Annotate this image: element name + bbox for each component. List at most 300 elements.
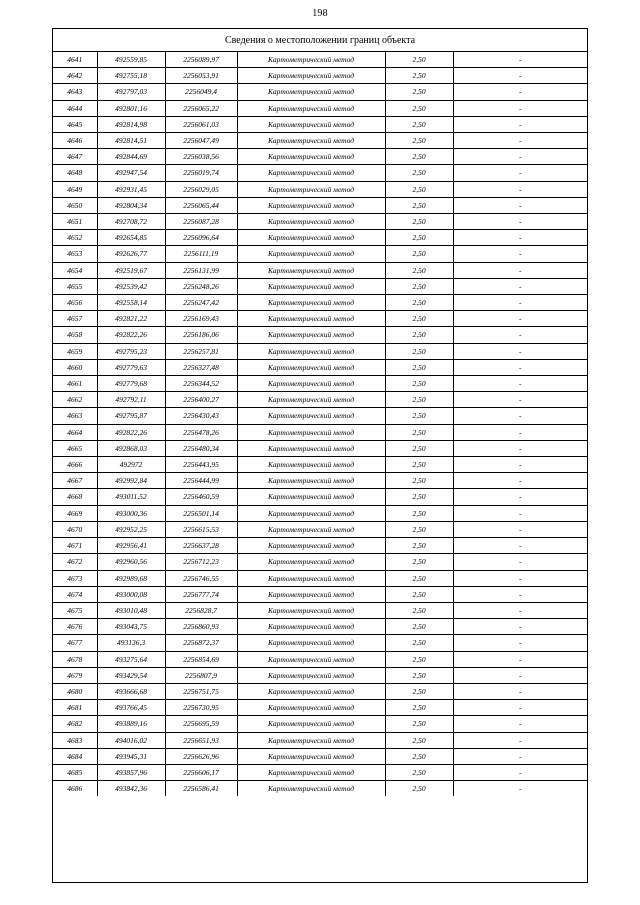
cell-n: 4658 [53, 327, 97, 343]
table-row [53, 538, 587, 554]
cell-desc: - [453, 392, 587, 408]
cell-n: 4656 [53, 295, 97, 311]
cell-desc: - [519, 784, 522, 794]
cell-y: 2256038,56 [165, 149, 237, 165]
table-row [53, 619, 587, 635]
cell-desc: - [453, 635, 587, 651]
coordinates-table-body [53, 52, 587, 796]
cell-method: Картометрический метод [237, 392, 385, 408]
table-row [53, 52, 587, 68]
coordinates-table [53, 52, 587, 796]
cell-desc: - [453, 68, 587, 84]
table-row [53, 457, 587, 473]
table-row [53, 262, 587, 278]
cell-x: 492822,26 [97, 424, 165, 440]
cell-y: 2256828,7 [165, 602, 237, 618]
cell-acc: 2,50 [385, 214, 453, 230]
table-row [53, 489, 587, 505]
table-row [53, 505, 587, 521]
cell-n: 4647 [53, 149, 97, 165]
table-title-row [53, 29, 587, 52]
table-row [53, 295, 587, 311]
cell-method: Картометрический метод [237, 230, 385, 246]
cell-x: 493136,3 [97, 635, 165, 651]
cell-x: 493666,68 [97, 683, 165, 699]
cell-acc: 2,50 [385, 716, 453, 732]
cell-desc: - [453, 732, 587, 748]
cell-n: 4682 [53, 716, 97, 732]
cell-y: 2256327,48 [165, 359, 237, 375]
cell-method: Картометрический метод [237, 311, 385, 327]
cell-desc: - [453, 100, 587, 116]
cell-method: Картометрический метод [237, 505, 385, 521]
cell-desc: - [453, 165, 587, 181]
cell-x: 492795,23 [97, 343, 165, 359]
cell-desc: - [453, 521, 587, 537]
cell-acc: 2,50 [385, 392, 453, 408]
cell-x: 492626,77 [97, 246, 165, 262]
cell-y: 2256854,69 [165, 651, 237, 667]
cell-desc: - [453, 651, 587, 667]
cell-n: 4662 [53, 392, 97, 408]
cell-acc: 2,50 [385, 359, 453, 375]
cell-desc: - [453, 440, 587, 456]
table-row [53, 116, 587, 132]
cell-y: 2256460,59 [165, 489, 237, 505]
table-row [53, 376, 587, 392]
cell-acc: 2,50 [385, 505, 453, 521]
cell-n: 4648 [53, 165, 97, 181]
cell-method: Картометрический метод [237, 683, 385, 699]
cell-n: 4667 [53, 473, 97, 489]
cell-n: 4661 [53, 376, 97, 392]
cell-n: 4659 [53, 343, 97, 359]
cell-y: 2256344,52 [165, 376, 237, 392]
cell-n: 4674 [53, 586, 97, 602]
cell-n: 4649 [53, 181, 97, 197]
cell-y: 2256746,55 [165, 570, 237, 586]
table-row [53, 586, 587, 602]
table-row [53, 716, 587, 732]
cell-n: 4672 [53, 554, 97, 570]
table-row [53, 246, 587, 262]
cell-x: 492822,26 [97, 327, 165, 343]
cell-desc: - [453, 424, 587, 440]
cell-method: Картометрический метод [237, 133, 385, 149]
cell-method: Картометрический метод [237, 246, 385, 262]
cell-method: Картометрический метод [237, 440, 385, 456]
cell-desc: - [453, 683, 587, 699]
cell-x: 492960,56 [97, 554, 165, 570]
cell-y: 2256651,93 [165, 732, 237, 748]
cell-x: 493011,52 [97, 489, 165, 505]
cell-y: 2256430,43 [165, 408, 237, 424]
cell-y: 2256186,06 [165, 327, 237, 343]
cell-acc: 2,50 [385, 667, 453, 683]
cell-method: Картометрический метод [237, 586, 385, 602]
cell-n: 4670 [53, 521, 97, 537]
cell-y: 2256089,97 [165, 52, 237, 68]
cell-y: 2256480,34 [165, 440, 237, 456]
cell-method: Картометрический метод [237, 327, 385, 343]
cell-desc: - [453, 554, 587, 570]
cell-acc: 2,50 [385, 732, 453, 748]
cell-x: 492519,67 [97, 262, 165, 278]
cell-acc: 2,50 [385, 554, 453, 570]
table-row [53, 100, 587, 116]
cell-n: 4675 [53, 602, 97, 618]
cell-x: 493429,54 [97, 667, 165, 683]
cell-acc: 2,50 [385, 116, 453, 132]
cell-method: Картометрический метод [237, 781, 385, 797]
cell-desc: - [453, 262, 587, 278]
cell-desc: - [453, 327, 587, 343]
cell-y: 2256637,28 [165, 538, 237, 554]
cell-method: Картометрический метод [237, 700, 385, 716]
cell-x: 492931,45 [97, 181, 165, 197]
cell-method: Картометрический метод [237, 748, 385, 764]
cell-x: 493945,31 [97, 748, 165, 764]
cell-n: 4673 [53, 570, 97, 586]
cell-x: 493275,64 [97, 651, 165, 667]
cell-y: 2256501,14 [165, 505, 237, 521]
cell-x: 492992,84 [97, 473, 165, 489]
cell-acc: 2,50 [385, 327, 453, 343]
cell-desc: - [453, 602, 587, 618]
cell-y: 2256047,49 [165, 133, 237, 149]
table-row [53, 732, 587, 748]
cell-method: Картометрический метод [237, 214, 385, 230]
cell-x: 493043,75 [97, 619, 165, 635]
cell-desc: - [453, 457, 587, 473]
cell-x: 492972 [97, 457, 165, 473]
cell-x: 492801,16 [97, 100, 165, 116]
cell-method: Картометрический метод [237, 424, 385, 440]
table-row [53, 133, 587, 149]
cell-desc: - [453, 359, 587, 375]
cell-acc: 2,50 [385, 700, 453, 716]
cell-x: 492821,22 [97, 311, 165, 327]
cell-x: 492952,25 [97, 521, 165, 537]
cell-acc: 2,50 [385, 376, 453, 392]
cell-acc: 2,50 [385, 343, 453, 359]
cell-acc: 2,50 [385, 424, 453, 440]
cell-x: 493889,16 [97, 716, 165, 732]
cell-desc: - [453, 748, 587, 764]
cell-y: 2256111,19 [165, 246, 237, 262]
cell-x: 492814,98 [97, 116, 165, 132]
cell-y: 2256257,81 [165, 343, 237, 359]
table-row [53, 197, 587, 213]
cell-method: Картометрический метод [237, 100, 385, 116]
cell-y: 2256777,74 [165, 586, 237, 602]
table-row [53, 424, 587, 440]
cell-n: 4679 [53, 667, 97, 683]
cell-desc: - [453, 473, 587, 489]
table-row [53, 570, 587, 586]
table-row [53, 343, 587, 359]
table-row [53, 440, 587, 456]
cell-x: 493857,96 [97, 764, 165, 780]
cell-acc: 2,50 [385, 440, 453, 456]
cell-n: 4663 [53, 408, 97, 424]
cell-n: 4644 [53, 100, 97, 116]
table-row [53, 748, 587, 764]
table-row [53, 700, 587, 716]
cell-desc: - [453, 181, 587, 197]
cell-acc: 2,50 [385, 181, 453, 197]
cell-y: 2256049,4 [165, 84, 237, 100]
table-row [53, 230, 587, 246]
cell-x: 492708,72 [97, 214, 165, 230]
cell-acc: 2,50 [385, 781, 453, 797]
table-row [53, 554, 587, 570]
cell-method: Картометрический метод [237, 52, 385, 68]
cell-method: Картометрический метод [237, 376, 385, 392]
document-frame [52, 28, 588, 883]
cell-y: 2256400,27 [165, 392, 237, 408]
cell-y: 2256860,93 [165, 619, 237, 635]
cell-x: 492868,03 [97, 440, 165, 456]
cell-x: 492654,85 [97, 230, 165, 246]
cell-desc: - [453, 505, 587, 521]
table-row [53, 781, 587, 797]
cell-method: Картометрический метод [237, 602, 385, 618]
cell-n: 4653 [53, 246, 97, 262]
table-row [53, 667, 587, 683]
cell-y: 2256712,23 [165, 554, 237, 570]
table-row [53, 149, 587, 165]
table-row [53, 602, 587, 618]
cell-desc: - [453, 278, 587, 294]
cell-desc: - [453, 214, 587, 230]
cell-y: 2256478,26 [165, 424, 237, 440]
cell-x: 493766,45 [97, 700, 165, 716]
cell-method: Картометрический метод [237, 635, 385, 651]
cell-desc: - [453, 700, 587, 716]
cell-desc: - [453, 197, 587, 213]
table-row [53, 311, 587, 327]
cell-acc: 2,50 [385, 473, 453, 489]
cell-y: 2256061,03 [165, 116, 237, 132]
cell-acc: 2,50 [385, 602, 453, 618]
table-row [53, 651, 587, 667]
cell-n: 4680 [53, 683, 97, 699]
table-title: Сведения о местоположении границ объекта [224, 34, 416, 46]
cell-method: Картометрический метод [237, 278, 385, 294]
cell-n: 4642 [53, 68, 97, 84]
cell-method: Картометрический метод [237, 554, 385, 570]
table-row [53, 84, 587, 100]
cell-x: 492947,54 [97, 165, 165, 181]
cell-x: 492956,41 [97, 538, 165, 554]
cell-x: 492804,34 [97, 197, 165, 213]
cell-method: Картометрический метод [237, 262, 385, 278]
cell-acc: 2,50 [385, 84, 453, 100]
cell-y: 2256730,95 [165, 700, 237, 716]
cell-method: Картометрический метод [237, 295, 385, 311]
cell-n: 4660 [53, 359, 97, 375]
cell-x: 492814,51 [97, 133, 165, 149]
cell-n: 4683 [53, 732, 97, 748]
cell-method: Картометрический метод [237, 343, 385, 359]
cell-method: Картометрический метод [237, 538, 385, 554]
cell-x: 494016,02 [97, 732, 165, 748]
cell-method: Картометрический метод [237, 570, 385, 586]
cell-x: 492779,63 [97, 359, 165, 375]
cell-method: Картометрический метод [237, 116, 385, 132]
cell-desc: - [453, 116, 587, 132]
cell-desc: - [453, 84, 587, 100]
cell-method: Картометрический метод [237, 84, 385, 100]
cell-y: 2256872,37 [165, 635, 237, 651]
table-row [53, 327, 587, 343]
cell-y: 2256053,91 [165, 68, 237, 84]
cell-x: 493010,48 [97, 602, 165, 618]
cell-acc: 2,50 [385, 295, 453, 311]
cell-method: Картометрический метод [237, 149, 385, 165]
cell-acc: 2,50 [385, 100, 453, 116]
cell-y: 2256029,05 [165, 181, 237, 197]
cell-y: 2256586,41 [165, 781, 237, 797]
cell-y: 2256247,42 [165, 295, 237, 311]
cell-n: 4685 [53, 764, 97, 780]
cell-n: 4686 [53, 781, 97, 797]
cell-method: Картометрический метод [237, 197, 385, 213]
cell-desc: - [453, 376, 587, 392]
cell-y: 2256606,17 [165, 764, 237, 780]
table-row [53, 392, 587, 408]
cell-desc: - [453, 246, 587, 262]
cell-y: 2256615,53 [165, 521, 237, 537]
cell-y: 2256751,75 [165, 683, 237, 699]
cell-acc: 2,50 [385, 311, 453, 327]
cell-desc: - [453, 667, 587, 683]
cell-y: 2256248,26 [165, 278, 237, 294]
cell-acc: 2,50 [385, 52, 453, 68]
cell-x: 492795,87 [97, 408, 165, 424]
cell-y: 2256096,64 [165, 230, 237, 246]
cell-method: Картометрический метод [237, 521, 385, 537]
cell-acc: 2,50 [385, 68, 453, 84]
cell-n: 4677 [53, 635, 97, 651]
cell-method: Картометрический метод [237, 619, 385, 635]
table-row [53, 521, 587, 537]
cell-y: 2256169,43 [165, 311, 237, 327]
coordinates-table-wrapper [53, 52, 587, 796]
cell-method: Картометрический метод [237, 667, 385, 683]
cell-n: 4654 [53, 262, 97, 278]
cell-desc: - [453, 570, 587, 586]
table-row [53, 764, 587, 780]
cell-method: Картометрический метод [237, 181, 385, 197]
cell-method: Картометрический метод [237, 457, 385, 473]
page-number: 198 [312, 8, 328, 19]
cell-acc: 2,50 [385, 230, 453, 246]
cell-x: 493000,08 [97, 586, 165, 602]
cell-desc: - [453, 716, 587, 732]
cell-n: 4643 [53, 84, 97, 100]
cell-method: Картометрический метод [237, 408, 385, 424]
cell-n: 4665 [53, 440, 97, 456]
cell-acc: 2,50 [385, 489, 453, 505]
cell-x: 492539,42 [97, 278, 165, 294]
cell-acc: 2,50 [385, 457, 453, 473]
cell-y: 2256087,28 [165, 214, 237, 230]
cell-x: 492779,68 [97, 376, 165, 392]
cell-acc: 2,50 [385, 408, 453, 424]
cell-desc: - [453, 619, 587, 635]
cell-method: Картометрический метод [237, 764, 385, 780]
cell-n: 4652 [53, 230, 97, 246]
cell-method: Картометрический метод [237, 651, 385, 667]
cell-method: Картометрический метод [237, 732, 385, 748]
cell-method: Картометрический метод [237, 489, 385, 505]
cell-n: 4664 [53, 424, 97, 440]
cell-acc: 2,50 [385, 764, 453, 780]
cell-x: 493842,36 [97, 781, 165, 797]
table-row [53, 635, 587, 651]
cell-y: 2256019,74 [165, 165, 237, 181]
cell-n: 4668 [53, 489, 97, 505]
cell-n: 4651 [53, 214, 97, 230]
cell-desc: - [453, 52, 587, 68]
cell-method: Картометрический метод [237, 68, 385, 84]
table-row [53, 473, 587, 489]
cell-n: 4666 [53, 457, 97, 473]
table-row [53, 181, 587, 197]
cell-acc: 2,50 [385, 149, 453, 165]
cell-method: Картометрический метод [237, 359, 385, 375]
table-row [53, 68, 587, 84]
cell-desc: - [453, 230, 587, 246]
cell-y: 2256444,99 [165, 473, 237, 489]
cell-method: Картометрический метод [237, 716, 385, 732]
table-row [53, 278, 587, 294]
cell-x: 493000,36 [97, 505, 165, 521]
cell-acc: 2,50 [385, 521, 453, 537]
cell-desc: - [453, 311, 587, 327]
cell-x: 492989,68 [97, 570, 165, 586]
cell-acc: 2,50 [385, 683, 453, 699]
cell-acc: 2,50 [385, 635, 453, 651]
cell-desc: - [453, 586, 587, 602]
cell-n: 4671 [53, 538, 97, 554]
cell-acc: 2,50 [385, 278, 453, 294]
cell-acc: 2,50 [385, 570, 453, 586]
cell-x: 492797,03 [97, 84, 165, 100]
cell-n: 4676 [53, 619, 97, 635]
cell-acc: 2,50 [385, 246, 453, 262]
cell-n: 4650 [53, 197, 97, 213]
cell-n: 4646 [53, 133, 97, 149]
cell-desc: - [453, 538, 587, 554]
cell-acc: 2,50 [385, 748, 453, 764]
cell-desc: - [453, 764, 587, 780]
cell-acc: 2,50 [385, 262, 453, 278]
cell-acc: 2,50 [385, 538, 453, 554]
cell-x: 492844,69 [97, 149, 165, 165]
cell-x: 492792,11 [97, 392, 165, 408]
cell-desc: - [453, 133, 587, 149]
table-row [53, 214, 587, 230]
cell-n: 4684 [53, 748, 97, 764]
cell-desc: - [453, 295, 587, 311]
cell-acc: 2,50 [385, 165, 453, 181]
cell-y: 2256131,99 [165, 262, 237, 278]
cell-y: 2256065,44 [165, 197, 237, 213]
cell-method: Картометрический метод [237, 473, 385, 489]
